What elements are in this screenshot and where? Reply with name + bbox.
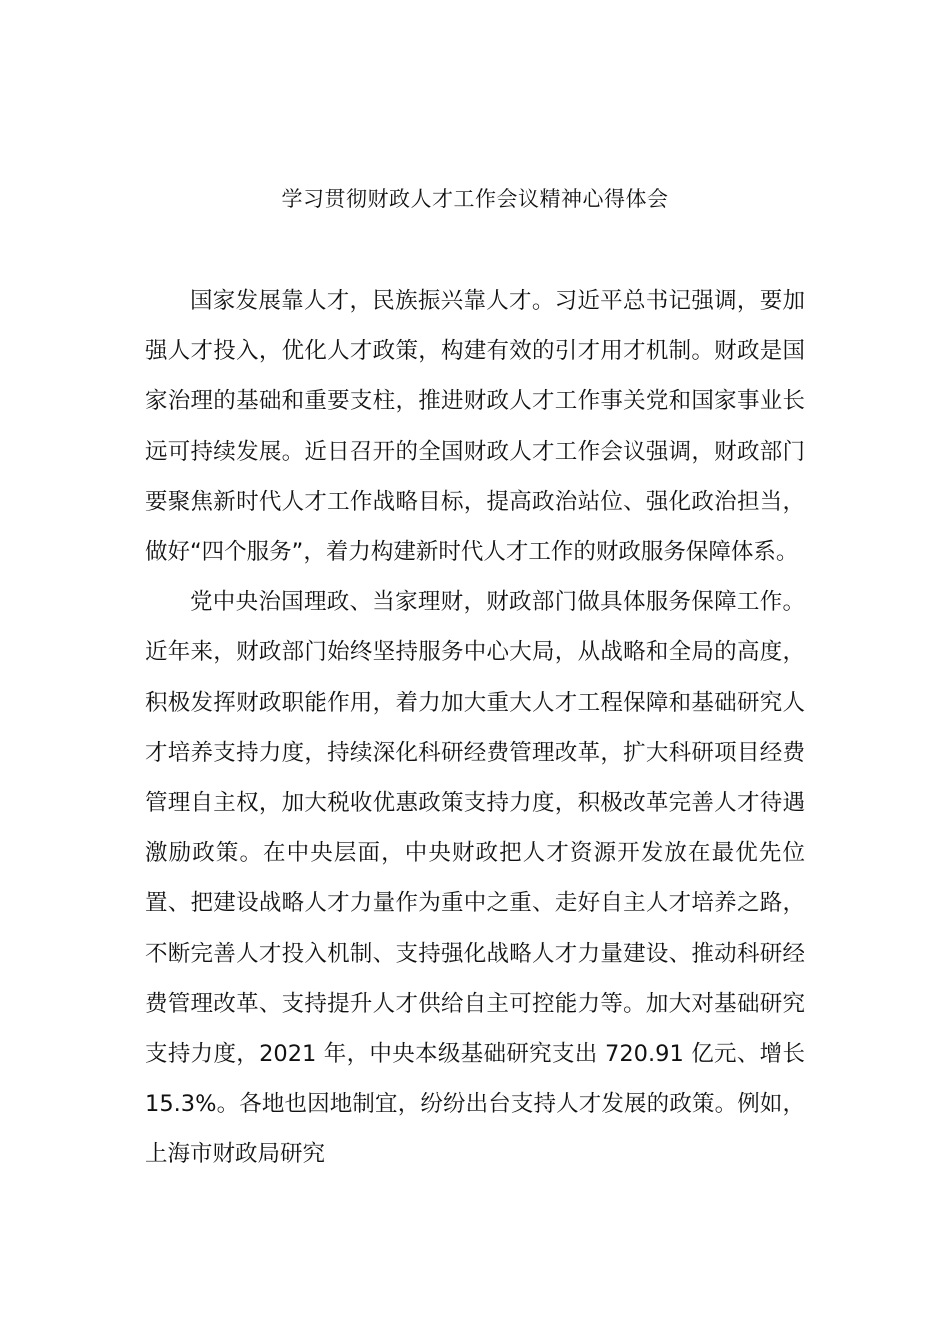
document-title: 学习贯彻财政人才工作会议精神心得体会 xyxy=(281,187,669,211)
paragraph-2: 党中央治国理政、当家理财，财政部门做具体服务保障工作。近年来，财政部门始终坚持服务中心大局，从战略和全局的高度，积极发挥财政职能作用，着力加大重大人才工程保障和基础研究人才培养支持力度，持续深化科研经费管理改革，扩大科研项目经费管理自主权，加大税收优惠政策支持力度，积极改革完善人才待遇激励政策。在中央层面，中央财政把人才资源开发放在最优先位置、把建设战略人才力量作为重中之重、走好自主人才培养之路，不断完善人才投入机制、支持强化战略人才力量建设、推动科研经费管理改革、支持提升人才供给自主可控能力等。加大对基础研究支持力度，2021 年，中央本级基础研究支出 720.91 亿元、增长 15.3%。各地也因地制宜，纷纷出台支持人才发展的政策。例如，上海市财政局研究 xyxy=(145,589,805,1168)
document-body xyxy=(145,276,805,1180)
paragraph-1: 国家发展靠人才，民族振兴靠人才。习近平总书记强调，要加强人才投入，优化人才政策，构建有效的引才用才机制。财政是国家治理的基础和重要支柱，推进财政人才工作事关党和国家事业长远可持续发展。近日召开的全国财政人才工作会议强调，财政部门要聚焦新时代人才工作战略目标，提高政治站位、强化政治担当，做好“四个服务”，着力构建新时代人才工作的财政服务保障体系。 xyxy=(145,288,805,566)
